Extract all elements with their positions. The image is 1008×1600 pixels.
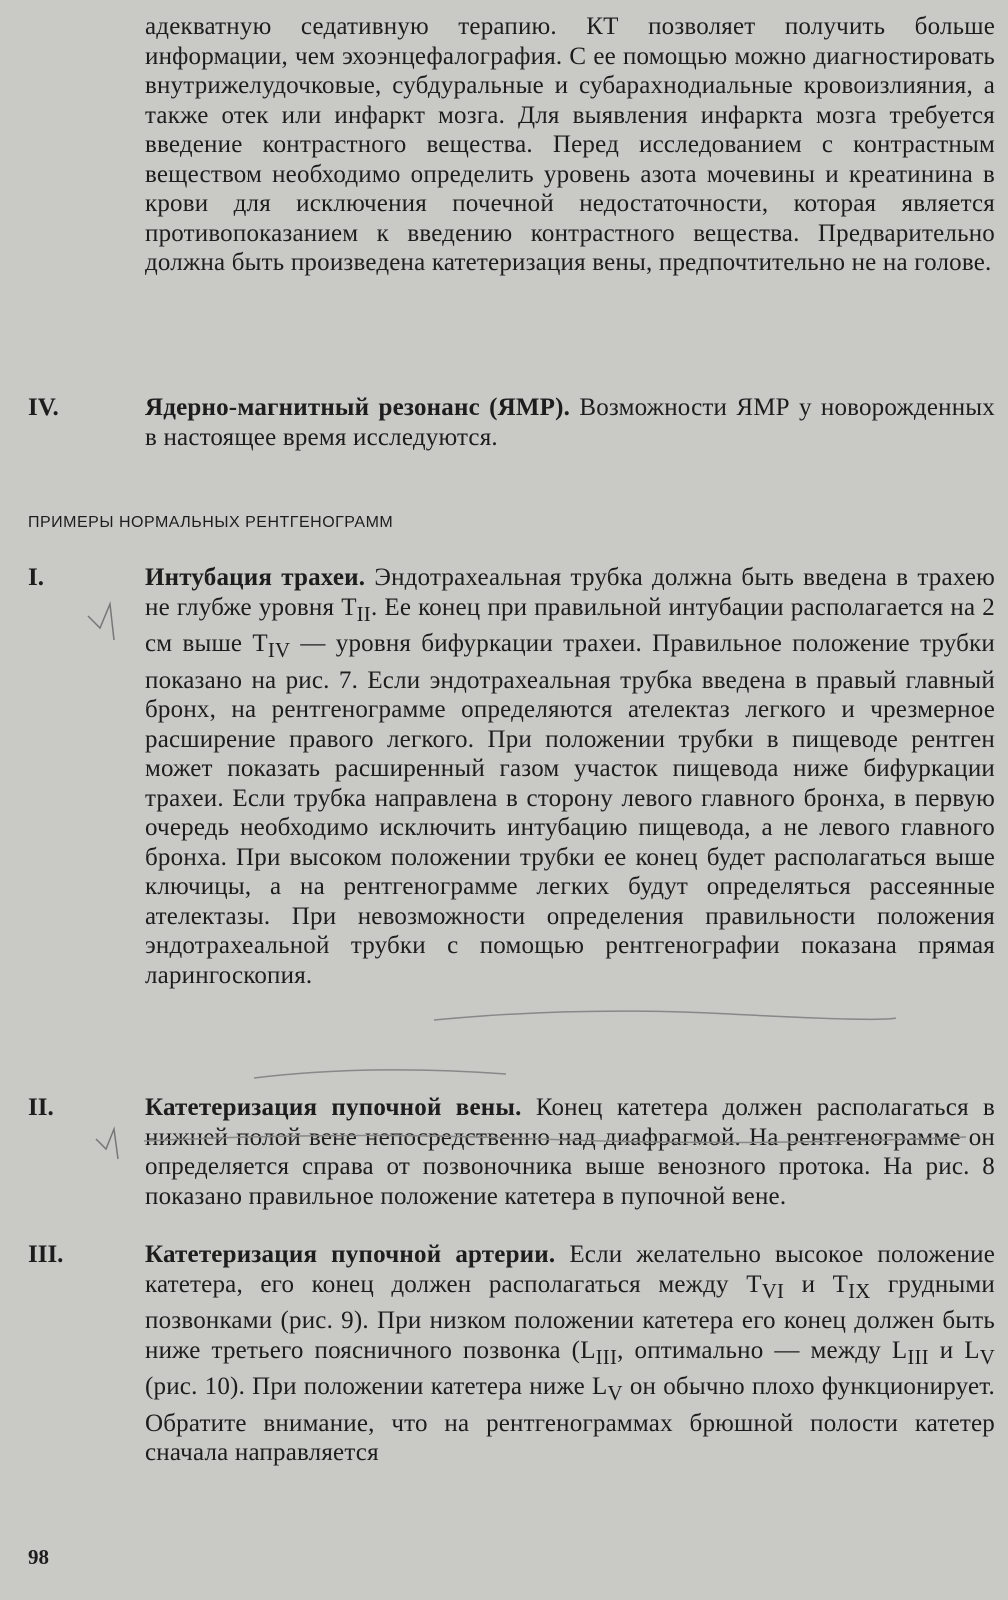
item-3-body-part: , оптимально — между L <box>617 1336 908 1364</box>
item-3-body-part: Если желательно высокое положение катетера, его конец должен располагаться между T <box>145 1241 995 1298</box>
item-3-body-part: он обычно плохо функционирует. Обратите внимание, что на рентгенограммах брюшной полости катетер сначала направляется <box>145 1373 995 1466</box>
item-iv-body: Возможности ЯМР у новорожденных в настоящее время исследуются. <box>145 394 995 451</box>
item-1-body-part: . Ее конец при правильной интубации располагается на 2 см выше T <box>145 593 995 657</box>
item-3-title: Катетеризация пупочной артерии. <box>145 1241 556 1268</box>
subscript: IX <box>848 1278 871 1303</box>
item-3-umbilical-artery <box>145 1240 995 1468</box>
check-mark-annotation <box>90 1125 130 1165</box>
item-3-body-part: (рис. 10). При положении катетера ниже L <box>145 1373 608 1400</box>
pencil-underline-annotation <box>430 1000 900 1030</box>
item-number-iv: IV. <box>28 394 59 421</box>
item-1-text <box>145 563 995 990</box>
item-iv-nmr <box>145 393 995 452</box>
section-heading: ПРИМЕРЫ НОРМАЛЬНЫХ РЕНТГЕНОГРАММ <box>28 514 394 531</box>
paragraph-ct <box>145 12 995 278</box>
subscript: II <box>356 601 371 626</box>
item-number-2: II. <box>28 1094 54 1121</box>
item-2-body: Конец катетера должен располагаться в нижней полой вене непосредственно над диафрагмой. На рентгенограмме он определяется справа от позвоночника выше венозного протока. На рис. 8 показано правильное положение катетера в пупочной вене. <box>145 1094 995 1210</box>
item-iv-text <box>145 393 995 452</box>
item-2-title: Катетеризация пупочной вены. <box>145 1094 522 1121</box>
item-3-text <box>145 1240 995 1468</box>
subscript: V <box>607 1381 623 1405</box>
item-3-body-part: и T <box>784 1270 849 1298</box>
pencil-underline-annotation <box>140 1125 970 1155</box>
item-1-body-part: Эндотрахеальная трубка должна быть введена в трахею не глубже уровня T <box>145 564 996 621</box>
subscript: III <box>595 1344 618 1369</box>
paragraph-text: адекватную седативную терапию. КТ позволяет получить больше информации, чем эхоэнцефалография. С ее помощью можно диагностировать внутрижелудочковые, субдуральные и субарахнодиальные кровоизлияния, а также отек или инфаркт мозга. Для выявления инфаркта мозга требуется введение контрастного вещества. Перед исследованием с контрастным веществом необходимо определить уровень азота мочевины и креатинина в крови для исключения почечной недостаточности, которая является противопоказанием к введению контрастного вещества. Предварительно должна быть произведена катетеризация вены, предпочтительно не на голове. <box>145 13 995 276</box>
item-number-3: III. <box>28 1241 64 1268</box>
item-1-title: Интубация трахеи. <box>145 564 366 591</box>
page-number: 98 <box>28 1545 49 1569</box>
subscript: VI <box>761 1278 785 1303</box>
pencil-underline-annotation <box>250 1060 510 1090</box>
item-number-1: I. <box>28 564 44 591</box>
subscript: IV <box>267 638 291 662</box>
item-iv-title: Ядерно-магнитный резонанс (ЯМР). <box>145 394 571 421</box>
subscript: III <box>907 1344 929 1369</box>
check-mark-annotation <box>80 598 130 648</box>
item-1-intubation <box>145 563 995 990</box>
subscript: V <box>979 1344 995 1369</box>
item-3-body-part: грудными позвонками (рис. 9). При низком положении катетера его конец должен быть ниже третьего поясничного позвонка (L <box>145 1270 995 1364</box>
item-1-body-part: — уровня бифуркации трахеи. Правильное положение трубки показано на рис. 7. Если эндотрахеальная трубка введена в правый главный бронх, на рентгенограмме определяются ателектаз легкого и чрезмерное расширение правого легкого. При положении трубки в пищеводе рентген может показать расширенный газом участок пищевода ниже бифуркации трахеи. Если трубка направлена в сторону левого главного бронха, в первую очередь необходимо исключить интубацию пищевода, а не левого главного бронха. При высоком положении трубки ее конец будет располагаться выше ключицы, а на рентгенограмме легких будут определяться рассеянные ателектазы. При невозможности определения правильности положения эндотрахеальной трубки с помощью рентгенографии показана прямая ларингоскопия. <box>145 630 995 989</box>
item-3-body-part: и L <box>928 1336 980 1364</box>
